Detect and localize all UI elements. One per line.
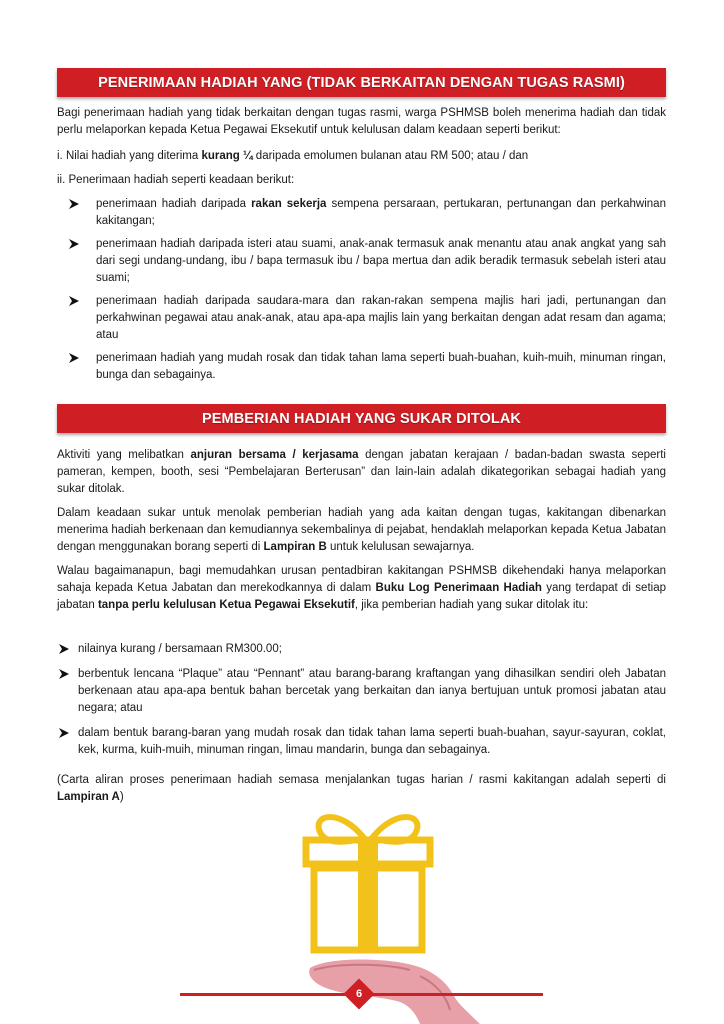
list-item xyxy=(58,641,666,658)
item-i-bold: kurang ¼ xyxy=(201,150,253,162)
p2-pre: Dalam keadaan sukar untuk menolak pemberian hadiah yang ada kaitan dengan tugas, kakitangan dibenarkan menerima hadiah berkenaan dan kemudiannya sekembalinya di pejabat, hendaklah melaporkan kepada Ketua Jabatan dengan menggunakan borang seperti di xyxy=(57,507,666,553)
arrow-bullet-icon xyxy=(58,727,70,739)
c2-text: berbentuk lencana “Plaque” atau “Pennant” atau barang-barang kraftangan yang dihasilkan sendiri oleh Jabatan berkenaan atau apa-apa bentuk bahan bercetak yang berkaitan dan ianya bertujuan untuk promosi jabatan atau negara; atau xyxy=(78,668,666,714)
section2-paragraph-3 xyxy=(57,563,666,614)
section2-paragraph-2 xyxy=(57,505,666,556)
list-item xyxy=(68,350,666,384)
p1-pre: Aktiviti yang melibatkan xyxy=(57,449,191,461)
b2-text: penerimaan hadiah daripada isteri atau suami, anak-anak termasuk anak menantu atau anak angkat yang sah dari segi undang-undang, ibu / bapa termasuk ibu / bapa mertua dan adik beradik termasuk sebelah isteri atau suami; xyxy=(96,238,666,284)
p3-bold-1: Buku Log Penerimaan Hadiah xyxy=(375,582,542,594)
b1-pre: penerimaan hadiah daripada xyxy=(96,198,252,210)
b1-bold: rakan sekerja xyxy=(251,198,327,210)
list-item xyxy=(58,725,666,759)
footer-line-right xyxy=(373,993,543,996)
arrow-bullet-icon xyxy=(58,643,70,655)
list-item xyxy=(68,293,666,344)
gift-on-hand-illustration xyxy=(270,800,490,1024)
arrow-bullet-icon xyxy=(68,352,80,364)
note-bold: Lampiran A xyxy=(57,791,120,803)
p2-bold: Lampiran B xyxy=(263,541,327,553)
section1-intro xyxy=(57,105,666,139)
item-ii xyxy=(57,172,666,189)
list-item xyxy=(68,196,666,230)
item-ii-text: ii. Penerimaan hadiah seperti keadaan berikut: xyxy=(57,174,295,186)
list-item xyxy=(68,236,666,287)
section2-paragraph-1 xyxy=(57,447,666,498)
footer-line-left xyxy=(180,993,345,996)
p3-bold-2: tanpa perlu kelulusan Ketua Pegawai Eksekutif xyxy=(97,599,355,611)
p3-mid: yang terdapat di setiap jabatan xyxy=(57,582,666,611)
gift-box-icon xyxy=(306,817,430,950)
section1-intro-text: Bagi penerimaan hadiah yang tidak berkaitan dengan tugas rasmi, warga PSHMSB boleh menerima hadiah dan tidak perlu melaporkan kepada Ketua Pegawai Eksekutif untuk kelulusan dalam keadaan seperti berikut: xyxy=(57,107,666,136)
arrow-bullet-icon xyxy=(68,238,80,250)
b4-text: penerimaan hadiah yang mudah rosak dan tidak tahan lama seperti buah-buahan, kuih-muih, minuman ringan, bunga dan sebagainya. xyxy=(96,352,666,381)
c3-text: dalam bentuk barang-baran yang mudah rosak dan tidak tahan lama seperti buah-buahan, sayur-sayuran, coklat, kek, kurma, kuih-muih, minuman ringan, limau mandarin, bunga dan sebagainya. xyxy=(78,727,666,756)
b3-text: penerimaan hadiah daripada saudara-mara dan rakan-rakan sempena majlis hari jadi, pertunangan dan perkahwinan pegawai atau anak-anak, atau apa-apa majlis lain yang berkaitan dengan adat resam dan agama; atau xyxy=(96,295,666,341)
arrow-bullet-icon xyxy=(58,668,70,680)
arrow-bullet-icon xyxy=(68,295,80,307)
section2-banner xyxy=(57,404,666,433)
p3-post: , jika pemberian hadiah yang sukar ditolak itu: xyxy=(354,599,589,611)
list-item xyxy=(58,666,666,717)
section1-bullet-list xyxy=(68,196,666,384)
section2-bullet-list xyxy=(58,641,666,759)
c1-text: nilainya kurang / bersamaan RM300.00; xyxy=(78,643,282,655)
item-i-post: daripada emolumen bulanan atau RM 500; atau / dan xyxy=(252,150,529,162)
p1-post: dengan jabatan kerajaan / badan-badan swasta seperti pameran, kempen, booth, sesi “Pembelajaran Berterusan” dan lain-lain adalah dikategorikan sebagai hadiah yang sukar ditolak. xyxy=(57,449,666,495)
p3-pre: Walau bagaimanapun, bagi memudahkan urusan pentadbiran kakitangan PSHMSB dikehendaki hanya melaporkan sahaja kepada Ketua Jabatan dan merekodkannya di dalam xyxy=(57,565,666,594)
b1-post: sempena persaraan, pertukaran, pertunangan dan perkahwinan kakitangan; xyxy=(96,198,666,227)
arrow-bullet-icon xyxy=(68,198,80,210)
item-i xyxy=(57,148,666,165)
item-i-pre: i. Nilai hadiah yang diterima xyxy=(57,150,202,162)
section1-title: PENERIMAAN HADIAH YANG (TIDAK BERKAITAN DENGAN TUGAS RASMI) xyxy=(98,74,625,91)
note-post: ) xyxy=(119,791,124,803)
section1-banner xyxy=(57,68,666,97)
note-pre: (Carta aliran proses penerimaan hadiah semasa menjalankan tugas harian / rasmi kakitangan adalah seperti di xyxy=(57,774,666,786)
section2-title: PEMBERIAN HADIAH YANG SUKAR DITOLAK xyxy=(201,410,522,427)
p1-bold: anjuran bersama / kerjasama xyxy=(190,449,359,461)
page-number: 6 xyxy=(355,988,363,1000)
p2-post: untuk kelulusan sewajarnya. xyxy=(326,541,475,553)
hand-icon xyxy=(309,960,480,1024)
